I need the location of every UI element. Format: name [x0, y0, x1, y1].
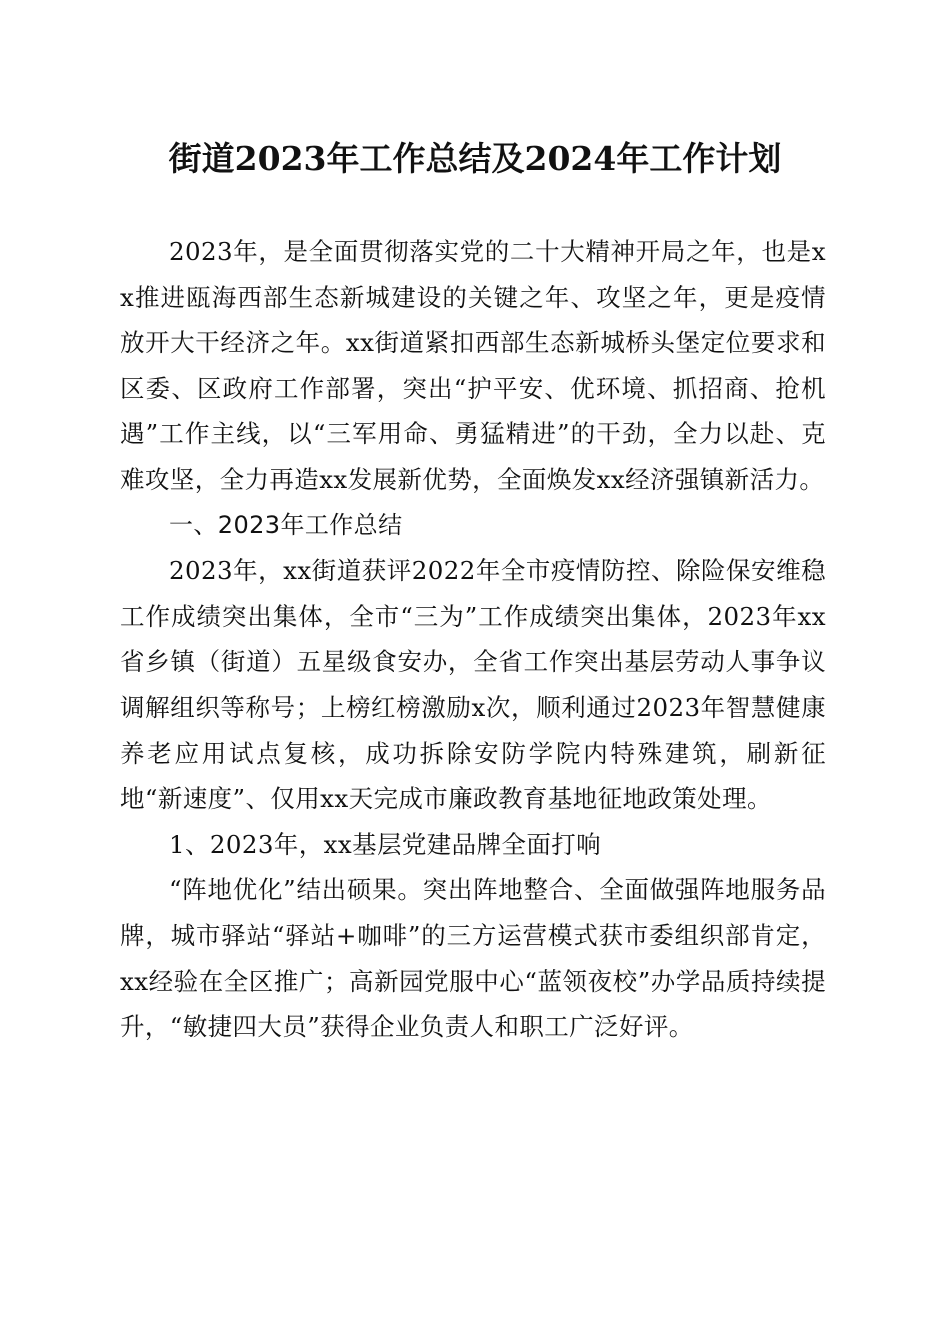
section-heading: 一、2023年工作总结	[169, 510, 403, 539]
subsection-heading: 1、2023年，xx基层党建品牌全面打响	[169, 829, 602, 859]
subsection-paragraph: “阵地优化”结出硕果。突出阵地整合、全面做强阵地服务品牌，城市驿站“驿站+咖啡”的三方运营模式获市委组织部肯定，xx经验在全区推广；高新园党服中心“蓝领夜校”办学品质持续提升，“敏捷四大员”获得企业负责人和职工广泛好评。	[120, 875, 826, 1042]
document-body	[120, 229, 826, 1050]
intro-paragraph: 2023年，是全面贯彻落实党的二十大精神开局之年，也是xx推进瓯海西部生态新城建设的关键之年、攻坚之年，更是疫情放开大干经济之年。xx街道紧扣西部生态新城桥头堡定位要求和区委、区政府工作部署，突出“护平安、优环境、抓招商、抢机遇”工作主线，以“三军用命、勇猛精进”的干劲，全力以赴、克难攻坚，全力再造xx发展新优势，全面焕发xx经济强镇新活力。	[120, 237, 826, 494]
document-title: 街道2023年工作总结及2024年工作计划	[168, 139, 782, 178]
section-summary-paragraph: 2023年，xx街道获评2022年全市疫情防控、除险保安维稳工作成绩突出集体，全市“三为”工作成绩突出集体，2023年xx省乡镇（街道）五星级食安办，全省工作突出基层劳动人事争议调解组织等称号；上榜红榜激励x次，顺利通过2023年智慧健康养老应用试点复核，成功拆除安防学院内特殊建筑，刷新征地“新速度”、仅用xx天完成市廉政教育基地征地政策处理。	[120, 556, 826, 814]
